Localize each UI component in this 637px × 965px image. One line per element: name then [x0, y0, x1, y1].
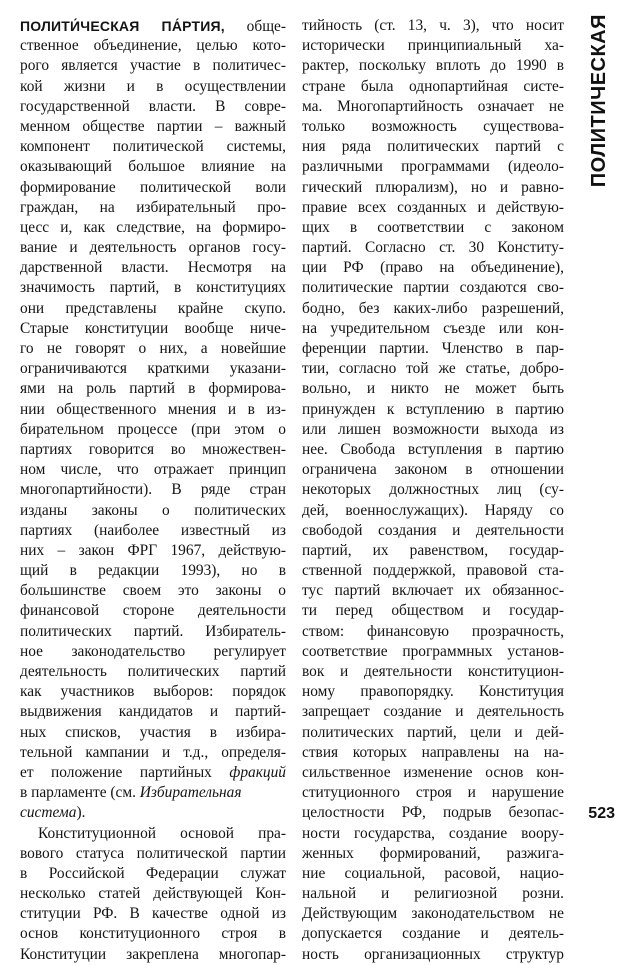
text-run: правие всех созданных и действую- [302, 198, 564, 216]
text-run: тийность (ст. 13, ч. 3), что носит [302, 17, 564, 34]
text-run: цесс и, как следствие, на формиро- [20, 218, 286, 236]
text-run: бирательном процессе (при этом о [20, 420, 286, 438]
text-line [302, 581, 564, 601]
text-run: гический плюрализм), но и равно- [302, 178, 564, 196]
text-run: ственное объединение, целью кото- [20, 37, 286, 55]
text-run: формирование политической воли [20, 178, 286, 196]
text-line [20, 157, 286, 177]
text-line [20, 218, 286, 238]
text-run: ном числе, что отражает принцип [20, 461, 286, 479]
text-line [20, 198, 286, 218]
text-line [302, 359, 564, 379]
text-line [302, 622, 564, 642]
text-line [20, 601, 286, 621]
text-run: в парламенте (см. [20, 784, 140, 802]
text-line [20, 36, 286, 56]
text-line [20, 339, 286, 359]
right-column [302, 16, 564, 965]
text-line [20, 642, 286, 662]
text-run: Действующим законодательством не [302, 905, 564, 923]
text-run: компонент политической системы, [20, 138, 286, 156]
text-run: различными программами (идеоло- [302, 158, 564, 176]
text-line [302, 824, 564, 844]
text-line [302, 460, 564, 480]
text-run: целостности РФ, подрыв безопас- [302, 804, 564, 822]
text-run: рого является участие в политичес- [20, 57, 286, 75]
text-line [302, 601, 564, 621]
text-line [302, 299, 564, 319]
text-run: ями на роль партий в формирова- [20, 380, 286, 398]
text-line [302, 924, 564, 944]
running-head: ПОЛИТИЧЕСКАЯ [588, 14, 610, 188]
text-line [302, 117, 564, 137]
text-run: ограничена законом в отношении [302, 461, 564, 479]
text-line [302, 945, 564, 965]
text-run: нее. Свобода вступления в партию [302, 440, 564, 458]
text-line [20, 117, 286, 137]
text-line [20, 662, 286, 682]
text-line [20, 783, 286, 803]
text-run: большинстве своем это законы о [20, 582, 286, 600]
text-run: ституции РФ. В качестве одной из [20, 905, 286, 923]
text-line [302, 541, 564, 561]
text-line [20, 904, 286, 924]
text-line [20, 440, 286, 460]
text-run: ния ряда политических партий с [302, 138, 564, 156]
text-line [20, 359, 286, 379]
text-run: ственной поддержкой, правовой ста- [302, 562, 564, 580]
text-run: ности государства, создание воору- [302, 824, 564, 842]
text-run: Старые конституции вообще ниче- [20, 319, 286, 337]
text-line [302, 339, 564, 359]
text-run: принужден к вступлению в партию [302, 400, 564, 418]
text-run: они представлены крайне скупо. [20, 299, 286, 317]
text-line [302, 723, 564, 743]
text-line [302, 904, 564, 924]
text-line [302, 56, 564, 76]
text-run: нальной и религиозной розни. [302, 885, 564, 903]
text-run: допускается создание и деятель- [302, 925, 564, 943]
text-run: ма. Многопартийность означает не [302, 97, 564, 115]
text-line [302, 218, 564, 238]
text-line [302, 662, 564, 682]
text-run: ному правопорядку. Конституция [302, 683, 564, 701]
text-line [20, 178, 286, 198]
text-run: ством: финансовую прозрачность, [302, 622, 564, 640]
text-line [302, 77, 564, 97]
text-line [20, 924, 286, 944]
text-run: ние социальной, расовой, нацио- [302, 864, 564, 882]
entry-headword: ПОЛИТИ́ЧЕСКАЯ ПА́РТИЯ, [20, 18, 225, 34]
text-line [20, 56, 286, 76]
text-run: них – закон ФРГ 1967, действую- [20, 541, 286, 559]
text-run: стране была однопартийная систе- [302, 77, 564, 95]
text-line [20, 460, 286, 480]
text-line [302, 238, 564, 258]
text-line [302, 682, 564, 702]
text-run: ституционного строя и нарушение [302, 784, 564, 802]
text-run: бодно, без каких-либо разрешений, [302, 299, 564, 317]
text-run: ференции партии. Членство в пар- [302, 340, 564, 357]
text-run: деятельность политических партий [20, 663, 286, 680]
cross-reference: Избирательная [139, 784, 242, 802]
text-run: вольно, и никто не может быть [302, 380, 564, 398]
text-line [20, 16, 286, 36]
text-line [20, 743, 286, 763]
text-run: свободой создания и деятельности [302, 521, 564, 539]
text-line [302, 319, 564, 339]
text-line [20, 501, 286, 521]
text-run: ). [76, 804, 86, 822]
text-run: ствия которых направлены на на- [302, 743, 564, 761]
text-line [302, 178, 564, 198]
text-run: женных формирований, разжига- [302, 844, 564, 862]
text-run: щих в соответствии с законом [302, 218, 564, 236]
text-run: основ конституционного строя в [20, 925, 286, 943]
text-run: вание и деятельность органов госу- [20, 239, 286, 257]
text-run: менном обществе партии – важный [20, 117, 286, 135]
text-run: финансовой стороне деятельности [20, 602, 286, 620]
text-line [20, 945, 286, 965]
text-line [20, 561, 286, 581]
text-run: ции РФ (право на объединение), [302, 259, 564, 277]
cross-reference: фракций [229, 763, 286, 781]
text-line [20, 682, 286, 702]
text-line [20, 541, 286, 561]
text-line [20, 864, 286, 884]
text-line [302, 258, 564, 278]
text-run: рактер, поскольку вплоть до 1990 в [302, 57, 564, 75]
text-line [302, 400, 564, 420]
text-run: выдвижения кандидатов и партий- [20, 703, 286, 721]
text-run: как участников выборов: порядок [20, 683, 286, 701]
text-run: тии, согласно той же статье, добро- [302, 360, 564, 378]
text-line [302, 642, 564, 662]
text-run: несколько статей действующей Кон- [20, 885, 286, 903]
text-line [302, 783, 564, 803]
text-line [302, 16, 564, 36]
text-line [20, 238, 286, 258]
text-run: запрещает создание и деятельность [302, 703, 564, 721]
text-line [302, 844, 564, 864]
text-run: партий. Согласно ст. 30 Конститу- [302, 239, 564, 257]
text-run: партиях (наиболее известный из [20, 521, 286, 539]
text-line [302, 864, 564, 884]
cross-reference: система [20, 804, 77, 822]
text-run: сильственное изменение основ кон- [302, 763, 564, 781]
text-run: изданы законы о политических [20, 501, 286, 519]
text-run: дей, военнослужащих). Наряду со [302, 501, 564, 519]
text-line [20, 400, 286, 420]
text-line [302, 702, 564, 722]
text-line [20, 824, 286, 844]
text-line [302, 157, 564, 177]
text-run: в Российской Федерации служат [20, 864, 286, 882]
text-run: оказывающий большое влияние на [20, 158, 286, 176]
text-line [20, 97, 286, 117]
text-run: ет положение партийных [20, 763, 230, 781]
text-line [302, 379, 564, 399]
text-run: щий в редакции 1993), но в [20, 562, 286, 580]
text-line [302, 278, 564, 298]
text-run: го не говорят о них, а новейшие [20, 340, 286, 357]
text-line [20, 379, 286, 399]
text-line [20, 480, 286, 500]
text-line [20, 884, 286, 904]
text-line [20, 278, 286, 298]
text-run: политических партий, цели и дей- [302, 723, 564, 741]
text-run: тельной кампании и т.д., определя- [20, 743, 286, 761]
text-run: исторически принципиальный ха- [302, 37, 564, 55]
text-run: государственной власти. В совре- [20, 97, 286, 115]
text-run: или лишен возможности выхода из [302, 420, 564, 438]
text-line [302, 884, 564, 904]
text-line [302, 480, 564, 500]
text-line [20, 803, 286, 823]
text-line [20, 420, 286, 440]
text-run: ограничиваются краткими указани- [20, 360, 286, 378]
text-line [20, 299, 286, 319]
text-run: вок и деятельности конституцион- [302, 663, 564, 680]
text-run: нии общественного мнения и в из- [20, 400, 286, 418]
text-line [20, 319, 286, 339]
text-line [302, 36, 564, 56]
text-line [302, 763, 564, 783]
text-run: Конституции закреплена многопар- [20, 945, 286, 963]
text-run: вового статуса политической партии [20, 844, 286, 862]
text-line [302, 440, 564, 460]
text-line [20, 137, 286, 157]
text-line [20, 521, 286, 541]
left-column [20, 16, 286, 965]
text-run: политических партий. Избиратель- [20, 622, 286, 640]
text-line [302, 743, 564, 763]
text-line [20, 622, 286, 642]
text-line [302, 803, 564, 823]
text-line [302, 137, 564, 157]
text-run: граждан, на избирательный про- [20, 198, 286, 216]
text-run: ность организационных структур [302, 945, 564, 963]
text-run: дарственной власти. Несмотря на [20, 259, 286, 277]
text-run: Конституционной основой пра- [38, 824, 286, 842]
text-run: значимость партий, в конституциях [20, 279, 286, 297]
text-run: на учредительном съезде или кон- [302, 319, 564, 337]
text-run: ти перед обществом и государ- [302, 602, 564, 620]
text-line [302, 420, 564, 440]
text-line [20, 581, 286, 601]
text-run: обще- [224, 18, 286, 35]
text-run: только возможность существова- [302, 117, 564, 135]
text-line [20, 723, 286, 743]
text-run: партиях говорится во множествен- [20, 440, 286, 458]
text-run: партий, их равенством, государ- [302, 541, 564, 559]
text-line [302, 198, 564, 218]
text-run: политические партии создаются сво- [302, 279, 564, 297]
text-line [20, 77, 286, 97]
text-line [302, 501, 564, 521]
text-run: кой жизни и в осуществлении [20, 77, 286, 95]
text-line [20, 763, 286, 783]
text-run: ное законодательство регулирует [20, 642, 286, 660]
text-run: ных списков, участия в избира- [20, 723, 286, 741]
text-line [302, 97, 564, 117]
text-line [302, 521, 564, 541]
text-line [20, 844, 286, 864]
text-line [20, 702, 286, 722]
text-run: соответствие программных установ- [302, 642, 564, 660]
page-number: 523 [588, 805, 615, 822]
text-run: многопартийности). В ряде стран [20, 481, 286, 499]
text-run: тус партий включает их обязаннос- [302, 582, 564, 600]
text-run: некоторых должностных лиц (су- [302, 481, 564, 499]
text-line [302, 561, 564, 581]
text-line [20, 258, 286, 278]
